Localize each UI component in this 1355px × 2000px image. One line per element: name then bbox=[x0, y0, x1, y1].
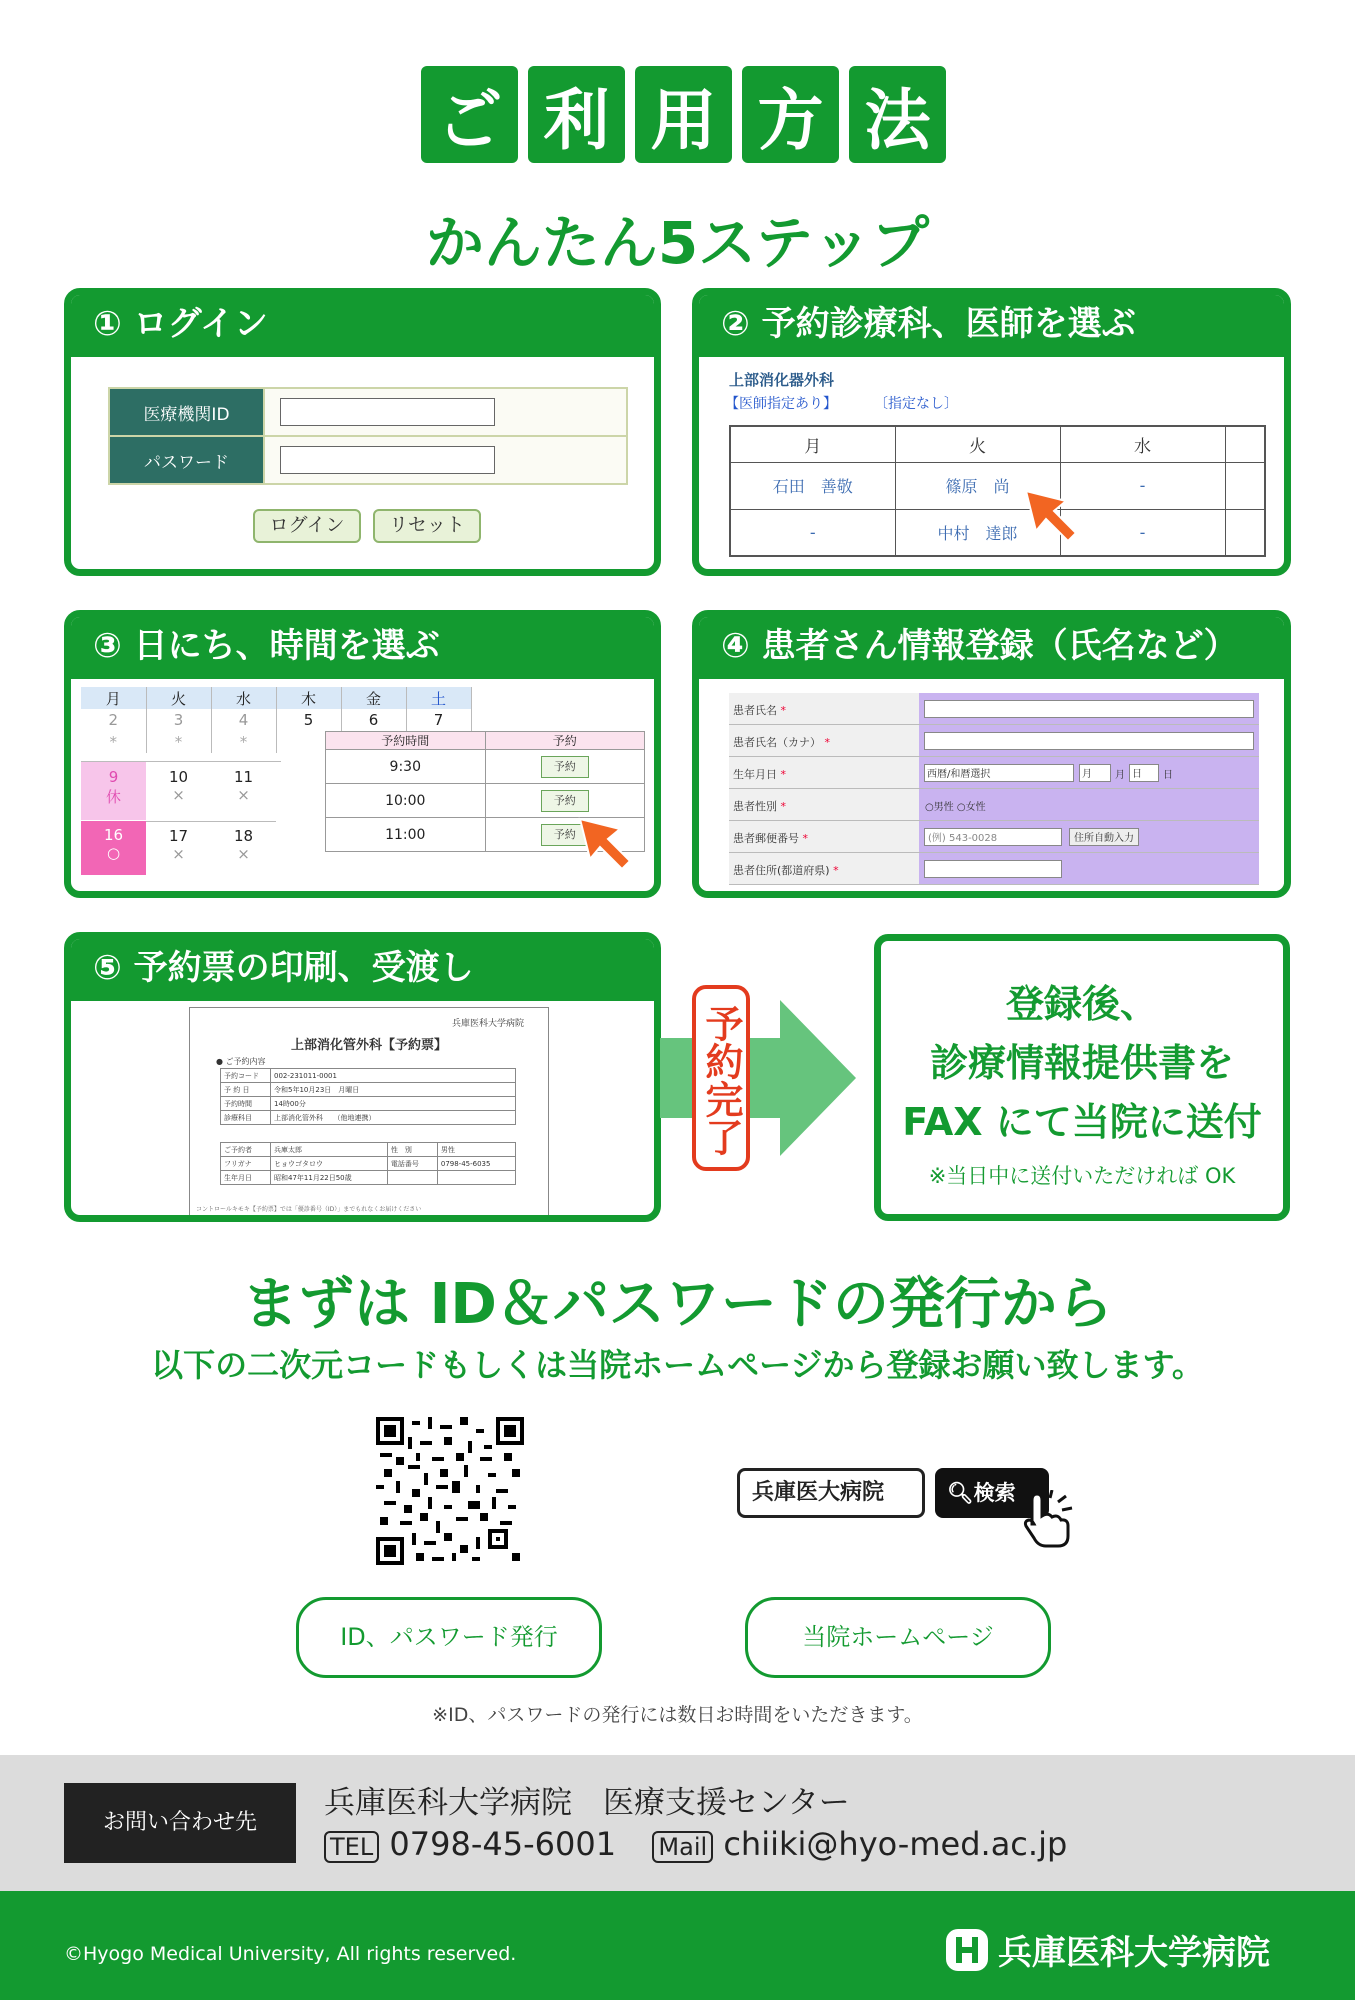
weekday: 金 bbox=[341, 687, 406, 709]
form-row: 生年月日 * 西暦/和暦選択 月 月 日 日 bbox=[729, 757, 1259, 789]
after-registration-box bbox=[874, 934, 1290, 1221]
search-input[interactable]: 兵庫医大病院 bbox=[737, 1468, 925, 1518]
male-radio[interactable]: 男性 bbox=[933, 802, 954, 813]
day-header: 水 bbox=[1060, 426, 1225, 462]
page-subtitle: かんたん5ステップ bbox=[425, 209, 930, 277]
homepage-button[interactable]: 当院ホームページ bbox=[745, 1597, 1051, 1678]
slot-time: 11:00 bbox=[326, 818, 486, 852]
step2-header: ② 予約診療科、医師を選ぶ bbox=[699, 295, 1284, 357]
doctor-cell[interactable]: 中村 達郎 bbox=[895, 509, 1060, 556]
day-header: 月 bbox=[730, 426, 895, 462]
contact-tel[interactable]: 0798-45-6001 bbox=[389, 1825, 617, 1863]
form-row: 患者氏名（カナ） * bbox=[729, 725, 1259, 757]
contact-label: お問い合わせ先 bbox=[64, 1783, 296, 1863]
form-row: 患者氏名 * bbox=[729, 693, 1259, 725]
contact-org: 兵庫医科大学病院 医療支援センター bbox=[324, 1785, 850, 1821]
date-mark: × bbox=[172, 845, 185, 863]
field-label: 患者住所(都道府県) bbox=[733, 864, 830, 877]
search-icon: 🔍︎ bbox=[947, 1481, 974, 1505]
field-label: 患者氏名 bbox=[733, 704, 777, 717]
department-name: 上部消化器外科 bbox=[729, 371, 835, 389]
date-mark: * bbox=[146, 731, 211, 753]
title-char: 法 bbox=[849, 66, 946, 163]
cta-headline: まずは ID＆パスワードの発行から bbox=[242, 1272, 1113, 1337]
hospital-logo-icon bbox=[944, 1927, 990, 1973]
form-row: 患者性別 * ○男性 ○女性 bbox=[729, 789, 1259, 821]
contact-details bbox=[324, 1825, 1067, 1863]
step1-card bbox=[64, 288, 661, 576]
female-radio[interactable]: 女性 bbox=[965, 802, 986, 813]
prefecture-input[interactable] bbox=[924, 860, 1062, 878]
hand-pointer-icon bbox=[1020, 1490, 1086, 1550]
doctor-cell bbox=[1225, 509, 1265, 556]
doctor-schedule-table bbox=[729, 425, 1266, 557]
password-input[interactable] bbox=[280, 446, 495, 474]
cursor-arrow-icon bbox=[576, 815, 636, 875]
date-mark: * bbox=[81, 731, 146, 753]
page-title bbox=[421, 66, 946, 163]
step2-card bbox=[692, 288, 1291, 576]
doctor-cell: - bbox=[1060, 509, 1225, 556]
after-line2: 診療情報提供書を bbox=[929, 1041, 1234, 1085]
date-mark: 休 bbox=[105, 788, 121, 806]
date-mark: * bbox=[211, 731, 276, 753]
filter-none-link[interactable]: 〔指定なし〕 bbox=[874, 396, 958, 412]
step3-card bbox=[64, 610, 661, 898]
doctor-cell: - bbox=[1060, 462, 1225, 509]
form-row: 患者住所(都道府県) * bbox=[729, 853, 1259, 885]
date-mark: × bbox=[172, 786, 185, 804]
complete-badge: 予約完了 bbox=[692, 985, 750, 1171]
book-button[interactable]: 予約 bbox=[541, 824, 589, 846]
form-row: 患者郵便番号 * (例) 543-0028 住所自動入力 bbox=[729, 821, 1259, 853]
date-cell: 17 bbox=[168, 827, 189, 845]
id-password-issue-button[interactable]: ID、パスワード発行 bbox=[296, 1597, 602, 1678]
date-mark: × bbox=[237, 786, 250, 804]
date-cell: 3 bbox=[146, 709, 211, 731]
weekday: 火 bbox=[146, 687, 211, 709]
date-cell: 2 bbox=[81, 709, 146, 731]
facility-id-input[interactable] bbox=[280, 398, 495, 426]
date-cell: 10 bbox=[168, 768, 189, 786]
day-header bbox=[1225, 426, 1265, 462]
contact-mail[interactable]: chiiki@hyo-med.ac.jp bbox=[723, 1825, 1068, 1863]
slot-time: 9:30 bbox=[326, 750, 486, 784]
book-button[interactable]: 予約 bbox=[541, 790, 589, 812]
qr-code[interactable] bbox=[376, 1412, 524, 1570]
date-mark: × bbox=[237, 845, 250, 863]
doctor-cell bbox=[1225, 462, 1265, 509]
weekday: 月 bbox=[81, 687, 146, 709]
copyright: ©Hyogo Medical University, All rights reserved. bbox=[64, 1943, 517, 1965]
address-autofill-button[interactable]: 住所自動入力 bbox=[1069, 828, 1139, 846]
step4-card bbox=[692, 610, 1291, 898]
weekday: 土 bbox=[406, 687, 471, 709]
doctor-cell[interactable]: 篠原 尚 bbox=[895, 462, 1060, 509]
arrow-right-icon bbox=[660, 998, 860, 1158]
selected-date[interactable]: 16 ○ bbox=[81, 821, 146, 875]
title-char: 利 bbox=[528, 66, 625, 163]
slot-time-header: 予約時間 bbox=[326, 732, 486, 750]
after-line3: FAX にて当院に送付 bbox=[902, 1100, 1262, 1144]
date-cell: 5 bbox=[276, 709, 341, 731]
login-button[interactable]: ログイン bbox=[253, 509, 361, 543]
doctor-cell[interactable]: 石田 善敬 bbox=[730, 462, 895, 509]
step3-header: ③ 日にち、時間を選ぶ bbox=[71, 617, 654, 679]
postal-code-input[interactable]: (例) 543-0028 bbox=[924, 828, 1062, 846]
cursor-arrow-icon bbox=[1022, 487, 1082, 547]
tel-label: TEL bbox=[324, 1831, 379, 1863]
title-char: 用 bbox=[635, 66, 732, 163]
cta-subtext: 以下の二次元コードもしくは当院ホームページから登録お願い致します。 bbox=[151, 1346, 1204, 1384]
field-label: 生年月日 bbox=[733, 768, 777, 781]
after-note: ※当日中に送付いただければ OK bbox=[928, 1164, 1236, 1188]
footer bbox=[0, 1891, 1355, 2000]
date-cell-holiday: 9 bbox=[108, 768, 119, 786]
after-line1: 登録後、 bbox=[1005, 982, 1158, 1026]
field-label: 患者郵便番号 bbox=[733, 832, 799, 845]
mail-label: Mail bbox=[652, 1831, 713, 1863]
filter-doctor-link[interactable]: 【医師指定あり】 bbox=[725, 396, 837, 412]
title-char: 方 bbox=[742, 66, 839, 163]
login-form bbox=[108, 387, 628, 485]
patient-kana-input[interactable] bbox=[924, 732, 1254, 750]
date-cell: 6 bbox=[341, 709, 406, 731]
reservation-slip: 兵庫医科大学病院 上部消化管外科【予約票】 ● ご予約内容 予約コード 002-231011-0001 予 約 日 令和5年10月23日 月曜日 予約時間 14時00分 診療科目 上部消化管外科 （他地連携） ご予約者 兵庫太郎 性 別 男性 フリガナ ヒョウゴタロウ 電話番号 0798-45-6035 生年月日 昭和47年11月22日50歳 コントロールキモキ【予約票】では「優診番号（ID）」までもれなくお届けください bbox=[189, 1007, 549, 1215]
date-cell: 11 bbox=[233, 768, 254, 786]
field-label: 患者氏名（カナ） bbox=[733, 736, 821, 749]
facility-id-label: 医療機関ID bbox=[109, 388, 264, 436]
month-select[interactable]: 月 bbox=[1079, 764, 1111, 782]
reset-button[interactable]: リセット bbox=[373, 509, 481, 543]
date-cell: 7 bbox=[406, 709, 471, 731]
step5-header: ⑤ 予約票の印刷、受渡し bbox=[71, 939, 654, 1001]
day-header: 火 bbox=[895, 426, 1060, 462]
day-select[interactable]: 日 bbox=[1129, 764, 1159, 782]
date-cell: 4 bbox=[211, 709, 276, 731]
issue-note: ※ID、パスワードの発行には数日お時間をいただきます。 bbox=[432, 1704, 923, 1726]
step5-card bbox=[64, 932, 661, 1222]
doctor-cell: - bbox=[730, 509, 895, 556]
book-button[interactable]: 予約 bbox=[541, 756, 589, 778]
field-label: 患者性別 bbox=[733, 800, 777, 813]
slot-time: 10:00 bbox=[326, 784, 486, 818]
weekday: 水 bbox=[211, 687, 276, 709]
title-char: ご bbox=[421, 66, 518, 163]
weekday: 木 bbox=[276, 687, 341, 709]
step4-header: ④ 患者さん情報登録（氏名など） bbox=[699, 617, 1284, 679]
contact-bar bbox=[0, 1755, 1355, 1891]
hospital-logo-text: 兵庫医科大学病院 bbox=[998, 1933, 1270, 1973]
date-cell: 18 bbox=[233, 827, 254, 845]
slot-action-header: 予約 bbox=[485, 732, 644, 750]
password-label: パスワード bbox=[109, 436, 264, 484]
step1-header: ① ログイン bbox=[71, 295, 654, 357]
patient-name-input[interactable] bbox=[924, 700, 1254, 718]
search-button[interactable]: 🔍︎検索 bbox=[935, 1468, 1049, 1518]
era-select[interactable]: 西暦/和暦選択 bbox=[924, 764, 1074, 782]
